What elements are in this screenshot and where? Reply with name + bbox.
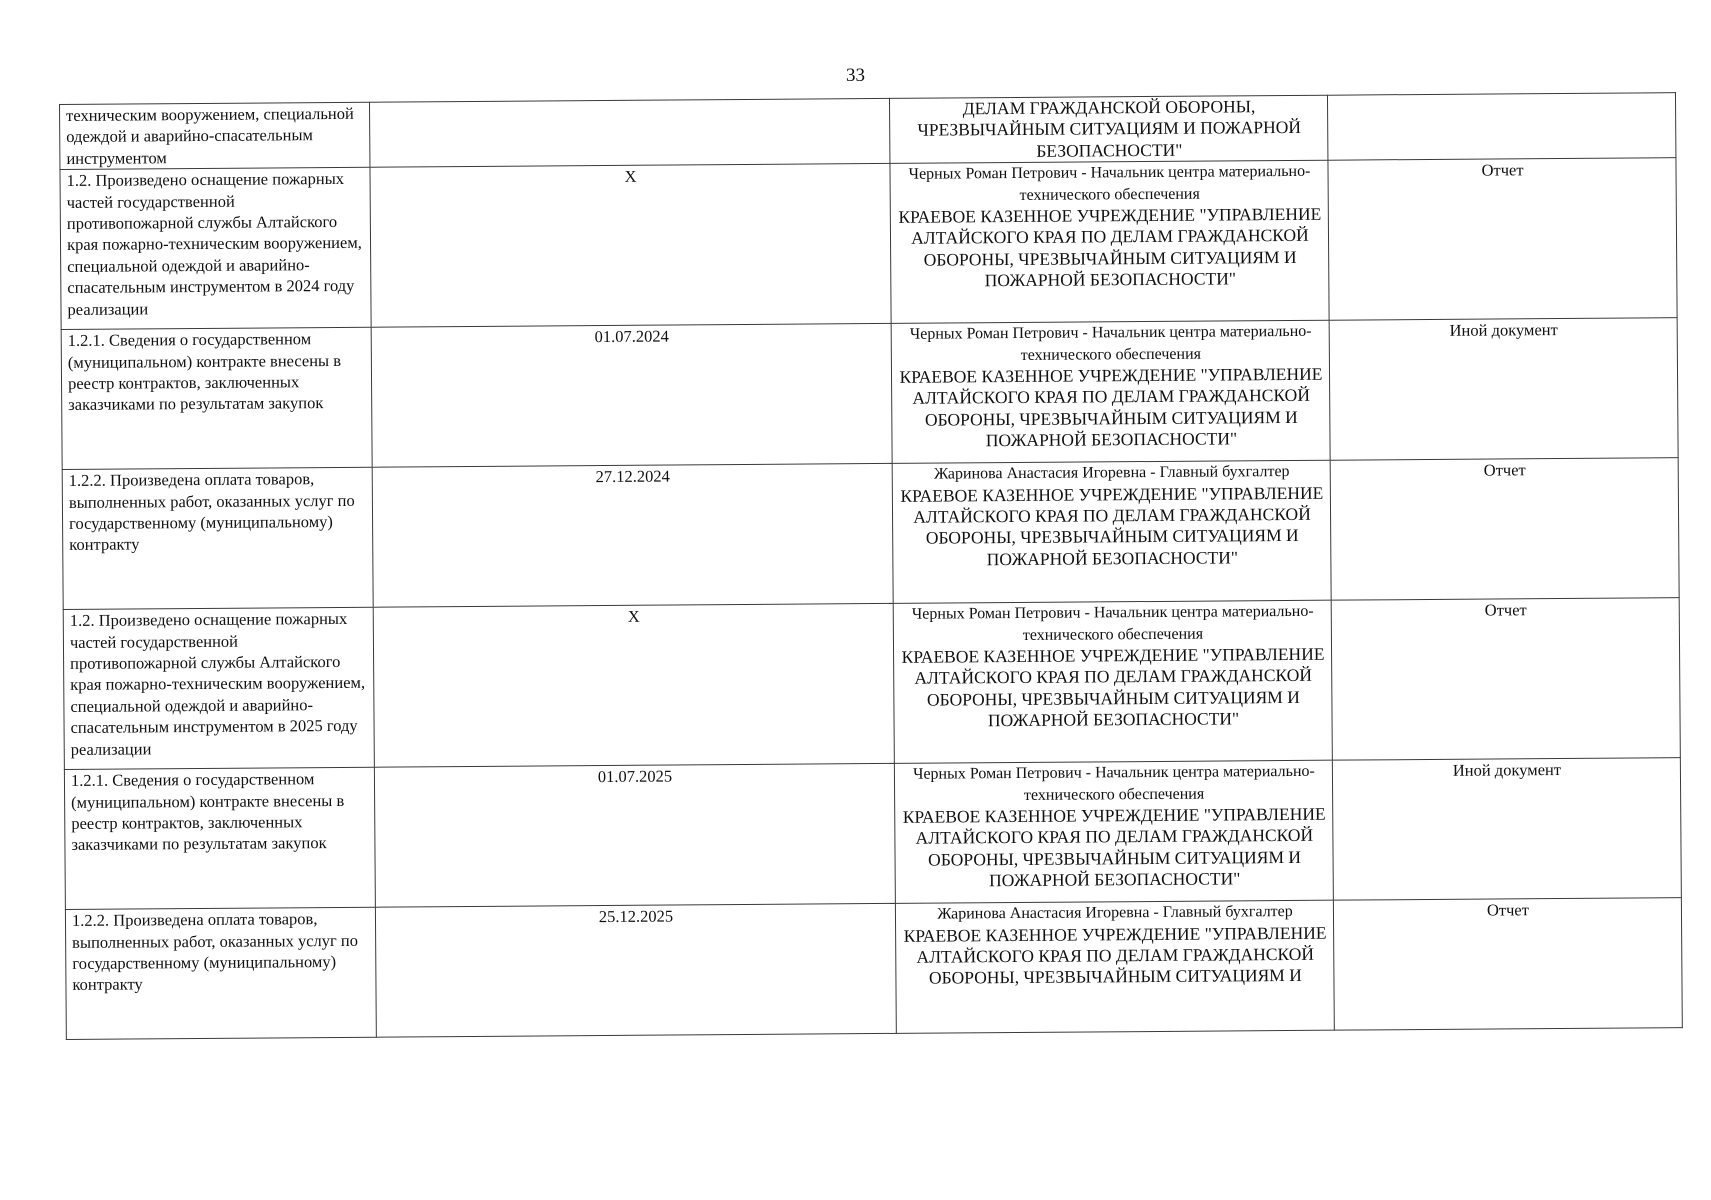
table-row (64, 758, 1681, 910)
document-type-cell: Иной документ (1329, 318, 1678, 461)
document-type-cell: Отчет (1333, 898, 1682, 1031)
table-row (62, 458, 1679, 610)
task-name-cell: 1.2. Произведено оснащение пожарных частей государственной противопожарной службы Алтайского края пожарно-техническим вооружением, специальной одеждой и аварийно-спасательным инструментом в 2024 году реализации (60, 167, 371, 329)
task-name-cell: 1.2.2. Произведена оплата товаров, выполненных работ, оказанных услуг по государственному (муниципальному) контракту (62, 467, 373, 609)
responsible-cell: Жаринова Анастасия Игоревна - Главный бухгалтер КРАЕВОЕ КАЗЕННОЕ УЧРЕЖДЕНИЕ "УПРАВЛЕНИЕ АЛТАЙСКОГО КРАЯ ПО ДЕЛАМ ГРАЖДАНСКОЙ ОБОРОНЫ, ЧРЕЗВЫЧАЙНЫМ СИТУАЦИЯМ И ПОЖАРНОЙ БЕЗОПАСНОСТИ" (892, 460, 1331, 603)
table-row (60, 93, 1676, 170)
date-cell: 01.07.2024 (371, 324, 892, 468)
responsible-cell: Черных Роман Петрович - Начальник центра материально-технического обеспечения КРАЕВОЕ КАЗЕННОЕ УЧРЕЖДЕНИЕ "УПРАВЛЕНИЕ АЛТАЙСКОГО КРАЯ ПО ДЕЛАМ ГРАЖДАНСКОЙ ОБОРОНЫ, ЧРЕЗВЫЧАЙНЫМ СИТУАЦИЯМ И ПОЖАРНОЙ БЕЗОПАСНОСТИ" (890, 160, 1329, 323)
date-cell: 01.07.2025 (374, 764, 895, 908)
document-type-cell (1327, 93, 1675, 161)
responsible-cell: Жаринова Анастасия Игоревна - Главный бухгалтер КРАЕВОЕ КАЗЕННОЕ УЧРЕЖДЕНИЕ "УПРАВЛЕНИЕ АЛТАЙСКОГО КРАЯ ПО ДЕЛАМ ГРАЖДАНСКОЙ ОБОРОНЫ, ЧРЕЗВЫЧАЙНЫМ СИТУАЦИЯМ И (895, 900, 1334, 1033)
document-type-cell: Отчет (1328, 158, 1677, 321)
responsible-cell: Черных Роман Петрович - Начальник центра материально-технического обеспечения КРАЕВОЕ КАЗЕННОЕ УЧРЕЖДЕНИЕ "УПРАВЛЕНИЕ АЛТАЙСКОГО КРАЯ ПО ДЕЛАМ ГРАЖДАНСКОЙ ОБОРОНЫ, ЧРЕЗВЫЧАЙНЫМ СИТУАЦИЯМ И ПОЖАРНОЙ БЕЗОПАСНОСТИ" (894, 760, 1333, 903)
plan-table (59, 92, 1683, 1040)
page-number: 33 (846, 65, 865, 86)
task-name-cell: 1.2.2. Произведена оплата товаров, выполненных работ, оказанных услуг по государственному (муниципальному) контракту (65, 907, 376, 1039)
document-type-cell: Отчет (1331, 598, 1680, 761)
table-row (65, 898, 1682, 1040)
date-cell: 27.12.2024 (372, 464, 893, 608)
date-cell: X (370, 164, 891, 328)
task-name-cell: 1.2. Произведено оснащение пожарных частей государственной противопожарной службы Алтайского края пожарно-техническим вооружением, специальной одеждой и аварийно-спасательным инструментом в 2025 году реализации (63, 607, 374, 769)
date-cell: 25.12.2025 (375, 904, 896, 1038)
task-name-cell: 1.2.1. Сведения о государственном (муниципальном) контракте внесены в реестр контрактов, заключенных заказчиками по результатам закупок (64, 767, 375, 909)
task-name-cell: техническим вооружением, специальной одеждой и аварийно-спасательным инструментом (60, 102, 370, 169)
table-row (61, 318, 1678, 470)
responsible-cell: Черных Роман Петрович - Начальник центра материально-технического обеспечения КРАЕВОЕ КАЗЕННОЕ УЧРЕЖДЕНИЕ "УПРАВЛЕНИЕ АЛТАЙСКОГО КРАЯ ПО ДЕЛАМ ГРАЖДАНСКОЙ ОБОРОНЫ, ЧРЕЗВЫЧАЙНЫМ СИТУАЦИЯМ И ПОЖАРНОЙ БЕЗОПАСНОСТИ" (893, 600, 1332, 763)
date-cell: X (373, 604, 894, 768)
date-cell (369, 98, 889, 167)
table-row (60, 158, 1677, 330)
responsible-cell: Черных Роман Петрович - Начальник центра материально-технического обеспечения КРАЕВОЕ КАЗЕННОЕ УЧРЕЖДЕНИЕ "УПРАВЛЕНИЕ АЛТАЙСКОГО КРАЯ ПО ДЕЛАМ ГРАЖДАНСКОЙ ОБОРОНЫ, ЧРЕЗВЫЧАЙНЫМ СИТУАЦИЯМ И ПОЖАРНОЙ БЕЗОПАСНОСТИ" (891, 320, 1330, 463)
document-type-cell: Иной документ (1332, 758, 1681, 901)
responsible-cell: ДЕЛАМ ГРАЖДАНСКОЙ ОБОРОНЫ, ЧРЕЗВЫЧАЙНЫМ СИТУАЦИЯМ И ПОЖАРНОЙ БЕЗОПАСНОСТИ" (889, 95, 1327, 163)
table-row (63, 598, 1680, 770)
task-name-cell: 1.2.1. Сведения о государственном (муниципальном) контракте внесены в реестр контрактов, заключенных заказчиками по результатам закупок (61, 327, 372, 469)
document-type-cell: Отчет (1330, 458, 1679, 601)
